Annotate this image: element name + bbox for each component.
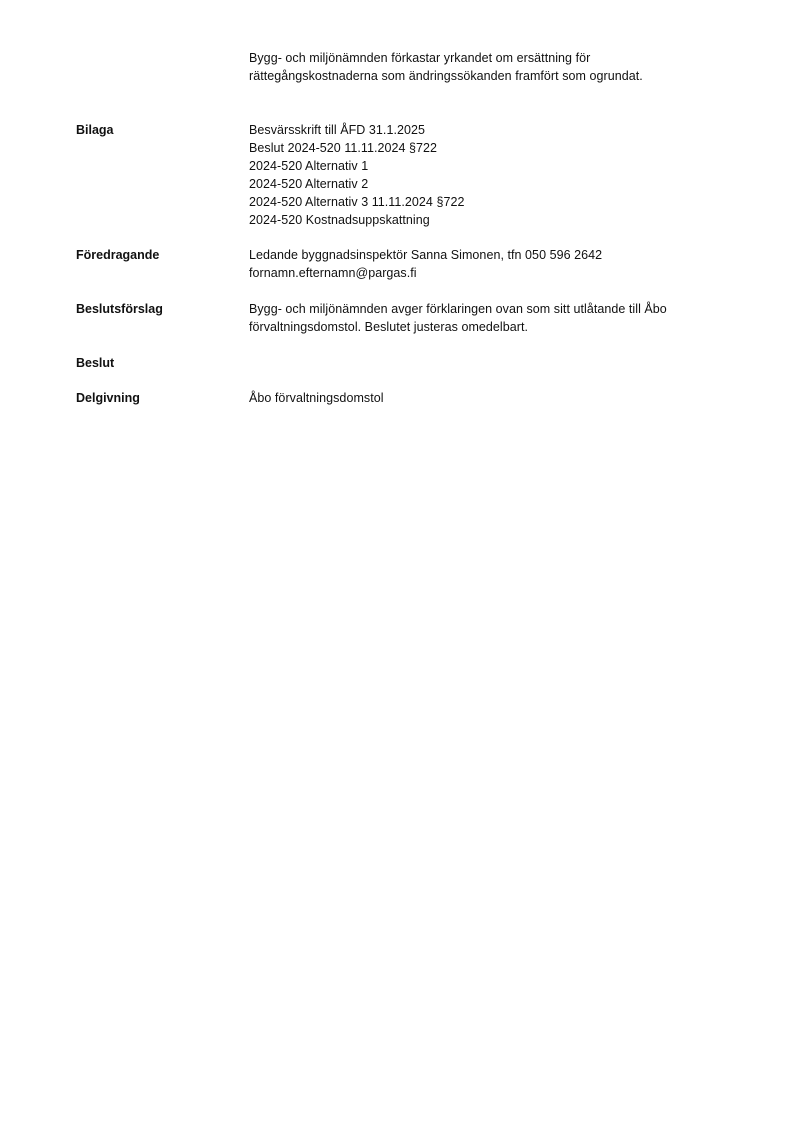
intro-line-2: rättegångskostnaderna som ändringssökanden framfört som ogrundat.	[249, 69, 643, 83]
bilaga-item: 2024-520 Alternativ 1	[249, 159, 369, 173]
beslutsforslag-label: Beslutsförslag	[76, 302, 163, 316]
bilaga-item: Besvärsskrift till ÅFD 31.1.2025	[249, 123, 425, 137]
delgivning-text: Åbo förvaltningsdomstol	[249, 391, 384, 405]
beslutsforslag-line-2: förvaltningsdomstol. Beslutet justeras omedelbart.	[249, 320, 529, 334]
foredragande-email-line: fornamn.efternamn@pargas.fi	[249, 266, 417, 280]
beslutsforslag-line-1: Bygg- och miljönämnden avger förklaringen ovan som sitt utlåtande till Åbo	[249, 302, 667, 316]
foredragande-label: Föredragande	[76, 248, 160, 262]
bilaga-item: 2024-520 Alternativ 2	[249, 177, 369, 191]
bilaga-label: Bilaga	[76, 123, 114, 137]
delgivning-label: Delgivning	[76, 391, 140, 405]
foredragande-name-line: Ledande byggnadsinspektör Sanna Simonen, tfn 050 596 2642	[249, 248, 603, 262]
intro-line-1: Bygg- och miljönämnden förkastar yrkandet om ersättning för	[249, 51, 591, 65]
bilaga-item: 2024-520 Kostnadsuppskattning	[249, 213, 430, 227]
beslut-label: Beslut	[76, 356, 115, 370]
bilaga-item: Beslut 2024-520 11.11.2024 §722	[249, 141, 438, 155]
bilaga-item: 2024-520 Alternativ 3 11.11.2024 §722	[249, 195, 465, 209]
